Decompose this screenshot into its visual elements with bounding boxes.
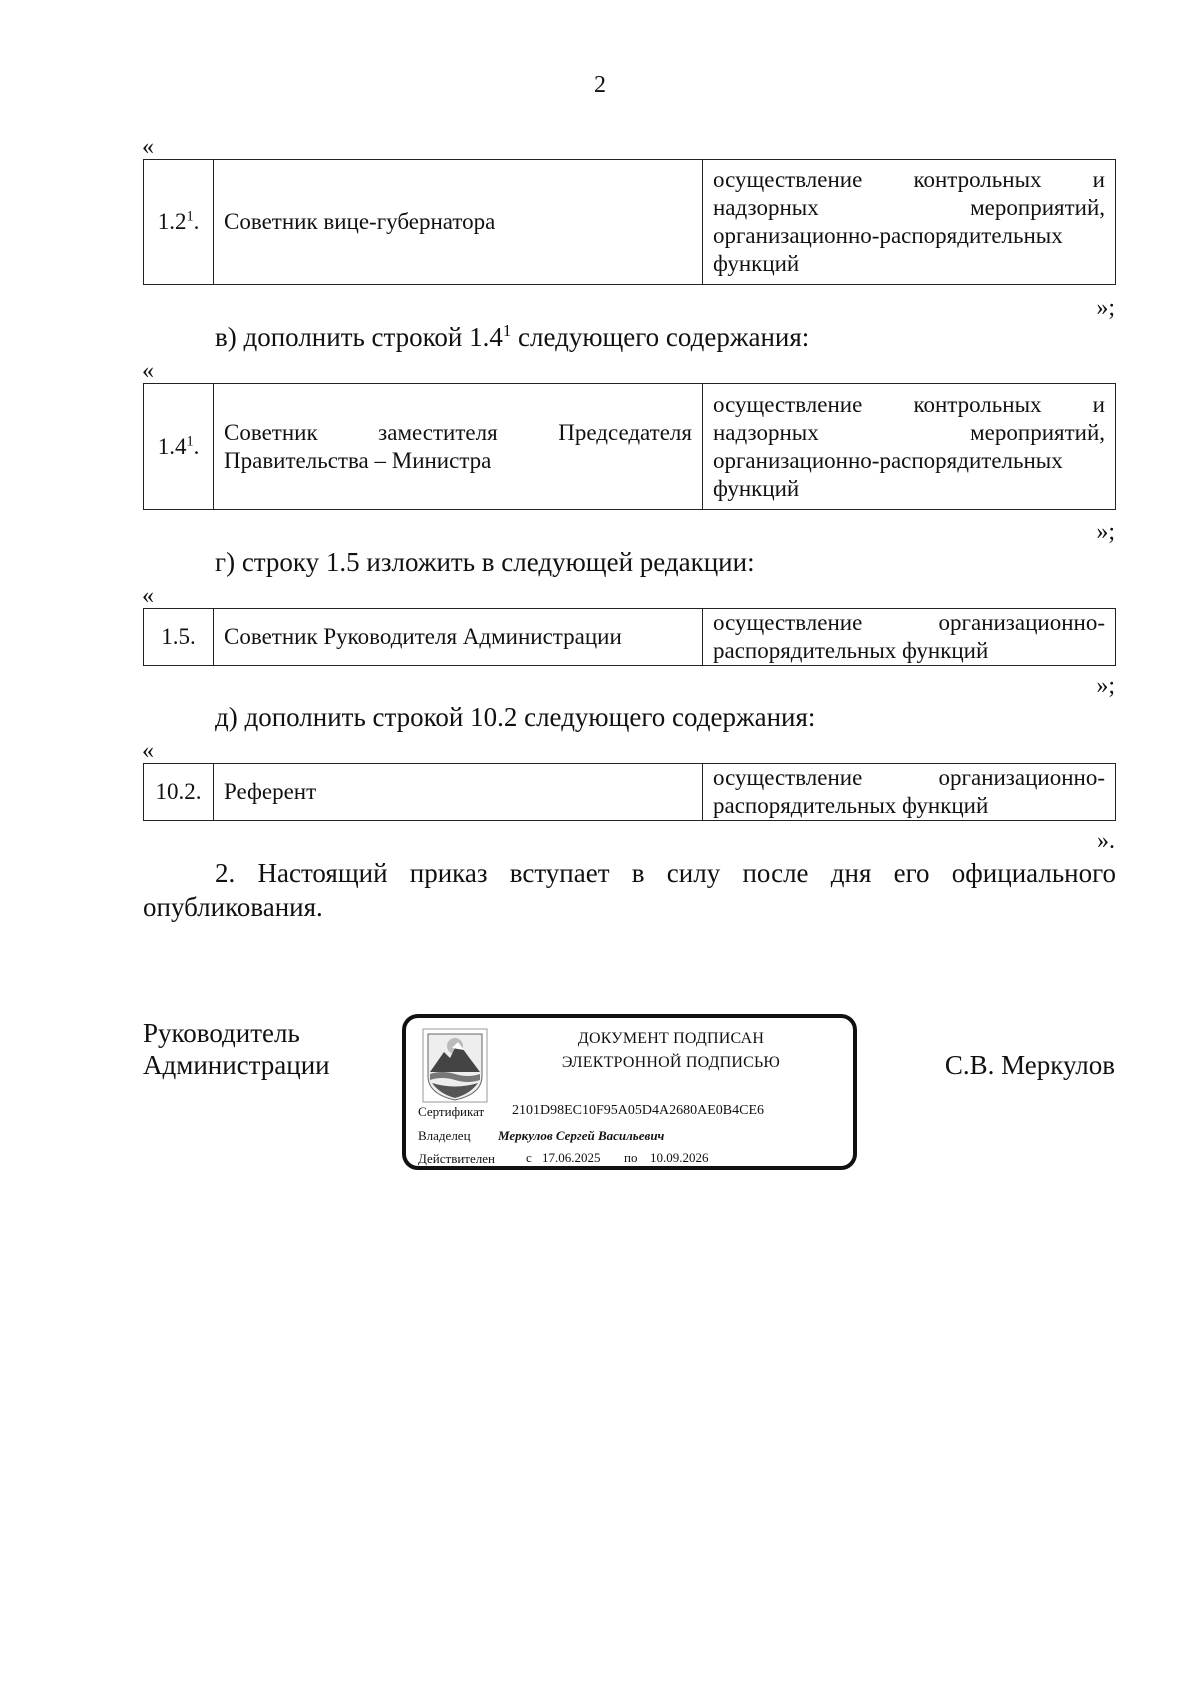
position-title: Советник заместителя Председателя Правительства – Министра <box>214 384 703 510</box>
amendment-table <box>143 383 1116 510</box>
instruction-v: в) дополнить строкой $1.4^1$ следующего содержания: <box>215 321 810 352</box>
row-number: $1.2^1$. <box>144 160 214 285</box>
position-title: Советник Руководителя Администрации <box>214 609 703 666</box>
table-row <box>144 160 1116 285</box>
position-title: Референт <box>214 764 703 821</box>
position-function: осуществление контрольных и надзорных мероприятий, организационно-распорядительных функций <box>703 160 1116 285</box>
quote-open: « <box>142 134 154 160</box>
paragraph-2: 2. Настоящий приказ вступает в силу после дня его официального опубликования. <box>143 858 1116 922</box>
owner-label: Владелец <box>418 1128 471 1143</box>
row-number: 10.2. <box>144 764 214 821</box>
electronic-signature-stamp <box>402 1014 857 1170</box>
instruction-g: г) строку 1.5 изложить в следующей редакции: <box>215 547 755 577</box>
amendment-table <box>143 159 1116 285</box>
position-function: осуществление организационно-распорядительных функций <box>703 609 1116 666</box>
quote-close: »; <box>1096 295 1115 321</box>
valid-from: 17.06.2025 <box>542 1150 601 1165</box>
quote-close: »; <box>1096 673 1115 699</box>
instruction-d: д) дополнить строкой 10.2 следующего содержания: <box>215 702 816 732</box>
quote-open: « <box>142 358 154 384</box>
signatory-title: Руководитель Администрации <box>143 1018 330 1080</box>
row-number: 1.5. <box>144 609 214 666</box>
amendment-table <box>143 608 1116 666</box>
owner-value: Меркулов Сергей Васильевич <box>498 1128 665 1143</box>
position-function: осуществление контрольных и надзорных мероприятий, организационно-распорядительных функций <box>703 384 1116 510</box>
quote-open: « <box>142 738 154 764</box>
valid-from-prefix: с <box>526 1150 532 1165</box>
stamp-header-line2: ЭЛЕКТРОННОЙ ПОДПИСЬЮ <box>561 1054 781 1071</box>
quote-close: ». <box>1097 828 1115 854</box>
row-number: $1.4^1$. <box>144 384 214 510</box>
position-function: осуществление организационно-распорядительных функций <box>703 764 1116 821</box>
cert-value: 2101D98EC10F95A05D4A2680AE0B4CE6 <box>512 1103 765 1118</box>
table-row <box>144 384 1116 510</box>
table-row <box>144 609 1116 666</box>
valid-label: Действителен <box>418 1151 495 1166</box>
signatory-name: С.В. Меркулов <box>944 1050 1115 1080</box>
valid-to: 10.09.2026 <box>650 1150 709 1165</box>
page-number: 2 <box>594 72 606 98</box>
position-title: Советник вице-губернатора <box>214 160 703 285</box>
stamp-header-line1: ДОКУМЕНТ ПОДПИСАН <box>577 1030 765 1047</box>
valid-to-prefix: по <box>624 1150 638 1165</box>
table-row <box>144 764 1116 821</box>
amendment-table <box>143 763 1116 821</box>
cert-label: Сертификат <box>418 1104 485 1119</box>
quote-close: »; <box>1096 519 1115 545</box>
quote-open: « <box>142 583 154 609</box>
coat-of-arms-icon <box>422 1028 488 1103</box>
